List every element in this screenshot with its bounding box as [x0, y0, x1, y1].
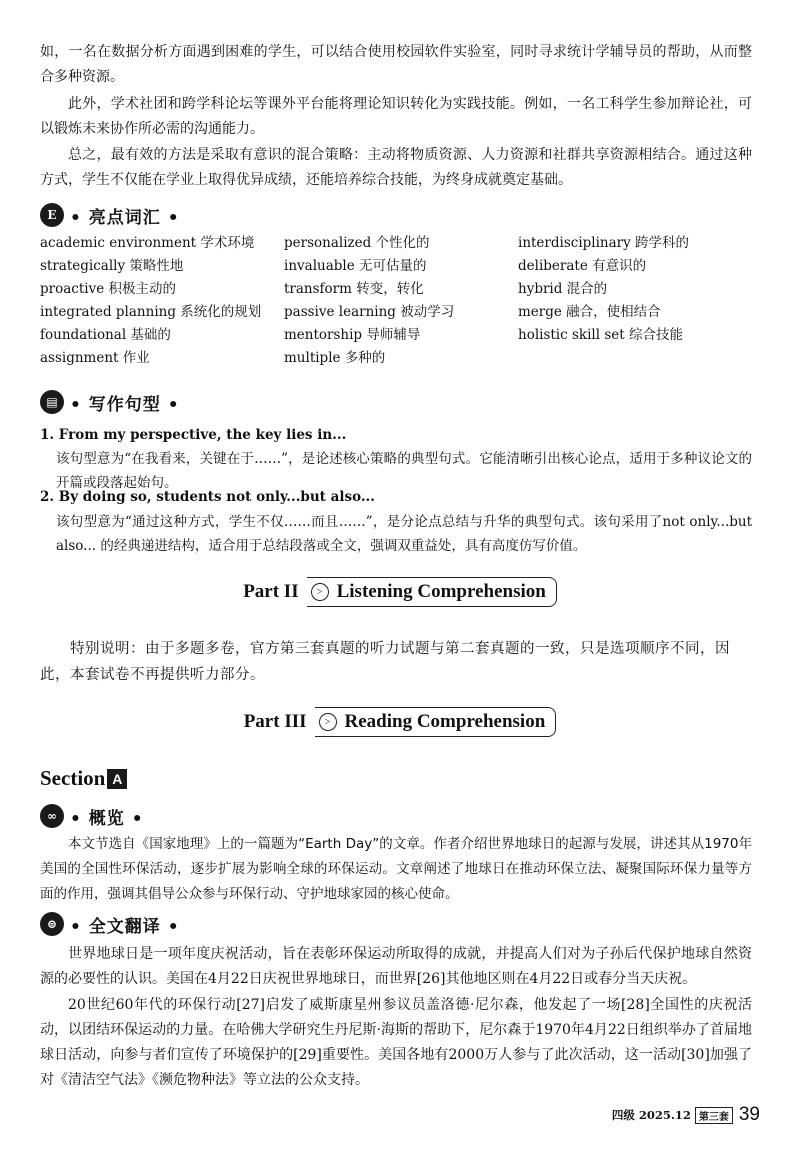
page-footer [612, 1104, 760, 1126]
vocab-item: assignment 作业 [40, 350, 150, 366]
vocab-item: integrated planning 系统化的规划 [40, 304, 262, 320]
intro-paragraph-2: 此外，学术社团和跨学科论坛等课外平台能将理论知识转化为实践技能。例如，一名工科学生参加辩论社，可以锻炼未来协作所必需的沟通能力。 [40, 96, 752, 137]
part-2-title: Listening Comprehension [336, 581, 546, 602]
vocab-item: foundational 基础的 [40, 327, 171, 343]
section-label: Section [40, 766, 106, 790]
pattern-section-title: • 写作句型 • [70, 394, 180, 415]
vocab-item: hybrid 混合的 [518, 281, 608, 297]
part-3-title: Reading Comprehension [344, 711, 546, 732]
translation-badge-icon: ⊜ [40, 912, 64, 936]
vocab-item: invaluable 无可估量的 [284, 258, 427, 274]
overview-title: • 概览 • [70, 808, 144, 829]
vocab-column-2 [284, 232, 454, 370]
pattern-2-body: 该句型意为“通过这种方式，学生不仅……而且……”，是分论点总结与升华的典型句式。该句采用了not only...but also... 的经典递进结构，适合用于总结段落或全文，强调双重益处，具有高度仿写价值。 [56, 514, 752, 554]
vocab-item: holistic skill set 综合技能 [518, 327, 683, 343]
arrow-right-icon: > [319, 713, 337, 731]
translation-title: • 全文翻译 • [70, 916, 180, 937]
vocab-section-header [40, 202, 180, 228]
vocab-item: academic environment 学术环境 [40, 235, 255, 251]
vocab-column-1 [40, 232, 261, 370]
part-2-heading [0, 577, 800, 607]
vocab-badge-icon: E [40, 203, 64, 227]
part-2-label: Part II [243, 581, 299, 602]
part-3-box [315, 707, 557, 737]
vocab-item: transform 转变，转化 [284, 281, 424, 297]
pattern-1-head: 1. From my perspective, the key lies in... [40, 427, 347, 443]
vocab-item: deliberate 有意识的 [518, 258, 647, 274]
intro-paragraph-1: 如，一名在数据分析方面遇到困难的学生，可以结合使用校园软件实验室，同时寻求统计学辅导员的帮助，从而整合多种资源。 [40, 44, 752, 85]
translation-paragraph-2: 20世纪60年代的环保行动[27]启发了威斯康星州参议员盖洛德·尼尔森，他发起了一场[28]全国性的庆祝活动，以团结环保运动的力量。在哈佛大学研究生丹尼斯·海斯的帮助下，尼尔森于1970年4月22日组织举办了首届地球日活动，向参与者们宣传了环境保护的[29]重要性。美国各地有2000万人参与了此次活动，这一活动[30]加强了对《清洁空气法》《濒危物种法》等立法的公众支持。 [40, 997, 752, 1088]
intro-paragraph-3: 总之，最有效的方法是采取有意识的混合策略：主动将物质资源、人力资源和社群共享资源相结合。通过这种方式，学生不仅能在学业上取得优异成绩，还能培养综合技能，为终身成就奠定基础。 [40, 147, 752, 188]
part-2-box [307, 577, 557, 607]
pattern-2-head: 2. By doing so, students not only...but also... [40, 489, 375, 505]
overview-text: 本文节选自《国家地理》上的一篇题为“Earth Day”的文章。作者介绍世界地球日的起源与发展，讲述其从1970年美国的全国性环保活动，逐步扩展为影响全球的环保运动。文章阐述了地球日在推动环保立法、凝聚国际环保力量等方面的作用，强调其倡导公众参与环保行动、守护地球家园的核心使命。 [40, 836, 752, 902]
glasses-icon: ∞ [40, 804, 64, 828]
pattern-1-body: 该句型意为“在我看来，关键在于……”，是论述核心策略的典型句式。它能清晰引出核心论点，适用于多种议论文的开篇或段落起始句。 [56, 451, 752, 491]
vocab-item: passive learning 被动学习 [284, 304, 455, 320]
vocab-item: personalized 个性化的 [284, 235, 430, 251]
vocab-item: interdisciplinary 跨学科的 [518, 235, 690, 251]
special-note: 特别说明：由于多题多卷，官方第三套真题的听力试题与第二套真题的一致，只是选项顺序不同，因此，本套试卷不再提供听力部分。 [40, 641, 730, 683]
page-number: 39 [738, 1104, 760, 1125]
vocab-item: proactive 积极主动的 [40, 281, 176, 297]
vocab-column-3 [518, 232, 689, 347]
vocab-item: merge 融合，使相结合 [518, 304, 661, 320]
section-letter-badge: A [107, 769, 127, 789]
overview-header [40, 803, 144, 829]
translation-paragraph-1: 世界地球日是一项年度庆祝活动，旨在表彰环保运动所取得的成就，并提高人们对为子孙后代保护地球自然资源的必要性的认识。美国在4月22日庆祝世界地球日，而世界[26]其他地区则在4月22日或春分当天庆祝。 [40, 946, 752, 987]
footer-tag: 第三套 [695, 1107, 733, 1124]
vocab-item: strategically 策略性地 [40, 258, 184, 274]
vocab-item: multiple 多种的 [284, 350, 386, 366]
section-a-heading [40, 766, 127, 791]
footer-issue: 四级 2025.12 [611, 1108, 691, 1122]
vocab-section-title: • 亮点词汇 • [70, 207, 180, 228]
vocab-item: mentorship 导师辅导 [284, 327, 421, 343]
pattern-badge-icon: ▤ [40, 390, 64, 414]
translation-header [40, 911, 180, 937]
part-3-heading [0, 707, 800, 737]
arrow-right-icon: > [311, 583, 329, 601]
part-3-label: Part III [243, 711, 307, 732]
pattern-section-header [40, 389, 180, 415]
